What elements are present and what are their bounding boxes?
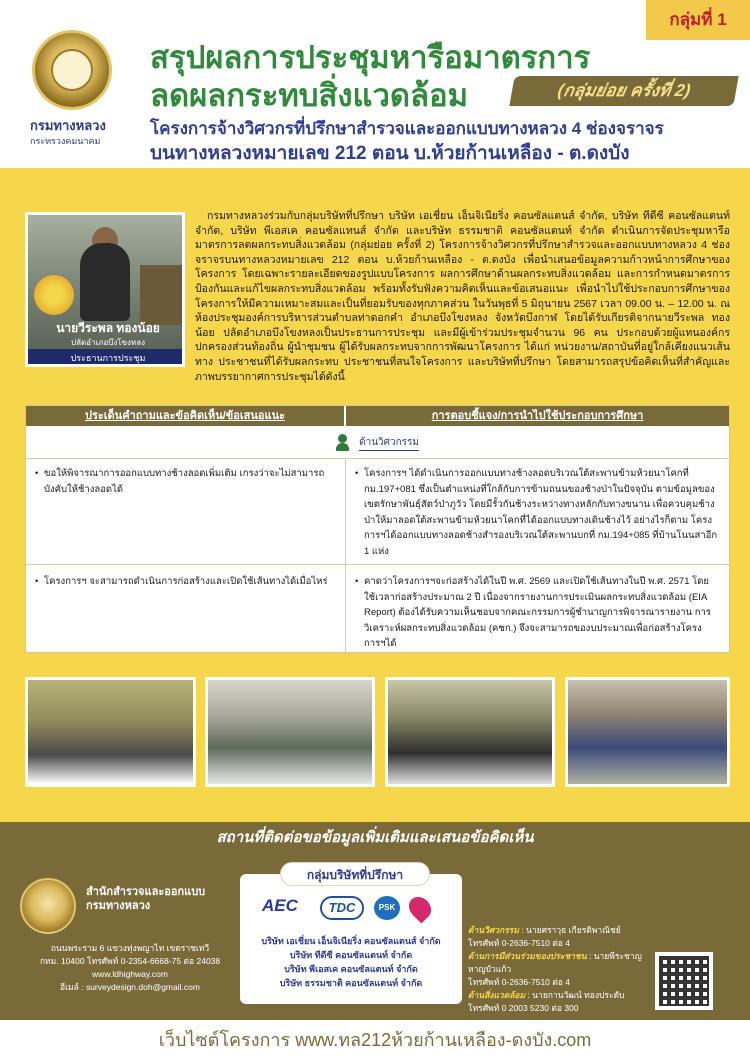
meeting-photo xyxy=(205,677,375,787)
table-cell-question: • โครงการฯ จะสามารถดำเนินการก่อสร้างและเปิดใช้เส้นทางได้เมื่อไหร่ xyxy=(34,574,334,590)
aec-logo-icon: AEC xyxy=(262,896,298,915)
address-block xyxy=(20,942,240,994)
intro-paragraph: กรมทางหลวงร่วมกับกลุ่มบริษัทที่ปรึกษา บริษัท เอเชี่ยน เอ็นจิเนียริ่ง คอนซัลแตนส์ จำกัด, บริษัท ทีดีซี คอนซัลแตนท์ จำกัด, บริษัท พีเอสเค คอนซัลแทนส์ จำกัด และบริษัท ธรรมชาติ คอนซัลแตนท์ จำกัด ดำเนินการจัดประชุมหารือมาตรการลดผลกระทบสิ่งแวดล้อม (กลุ่มย่อย ครั้งที่ 2) โครงการจ้างวิศวกรที่ปรึกษาสำรวจและออกแบบทางหลวง 4 ช่องจราจรบนทางหลวงหมายเลข 212 ตอน บ.ห้วยก้านเหลือง - ต.ดงบัง เพื่อนำเสนอข้อมูลความก้าวหน้าการศึกษาของโครงการ โดยเฉพาะรายละเอียดของรูปแบบโครงการ ผลการศึกษาด้านผลกระทบสิ่งแวดล้อม และการกำหนดมาตรการป้องกันและแก้ไขผลกระทบสิ่งแวดล้อม พร้อมทั้งรับฟังความคิดเห็นและข้อเสนอแนะ เพื่อนำไปใช้ประกอบการศึกษาของโครงการให้มีความเหมาะสมและเป็นที่ยอมรับของทุกภาคส่วน ในวันพุธที่ 5 มิถุนายน 2567 เวลา 09.00 น. – 12.00 น. ณ ห้องประชุมองค์การบริหารส่วนตำบลท่าดอกคำ อำเภอบึงโขงหลง จังหวัดบึงกาฬ โดยได้รับเกียรติจากนายวีระพล ทองน้อย ปลัดอำเภอบึงโขงหลงเป็นประธานการประชุม และมีผู้เข้าร่วมประชุมจำนวน 96 คน ประกอบด้วยผู้แทนองค์กรปกครองส่วนท้องถิ่น ผู้นำชุมชน ผู้ได้รับผลกระทบจากการพัฒนาโครงการ ได้แก่ หน่วยงาน/สถาบันที่อยู่ใกล้เคียงแนวเส้นทาง ประชาชนที่ได้รับผลกระทบ ประชาชนที่สนใจโครงการ และบริษัทที่ปรึกษา โดยสามารถสรุปข้อคิดเห็นที่สำคัญและภาพบรรยากาศการประชุมได้ดังนี้ xyxy=(195,210,730,383)
podium-image xyxy=(140,265,184,325)
consultant-title: กลุ่มบริษัทที่ปรึกษา xyxy=(280,862,430,886)
category-row xyxy=(26,426,729,458)
engineer-icon xyxy=(336,433,354,451)
psk-logo-icon: PSK xyxy=(374,896,400,920)
doh-logo-icon xyxy=(32,30,112,110)
row-divider xyxy=(26,458,729,459)
website-link[interactable]: www.ldhighway.com xyxy=(92,969,168,979)
chairman-photo xyxy=(25,212,185,367)
table-cell-answer: • โครงการฯ ได้ดำเนินการออกแบบทางช้างลอดบริเวณใต้สะพานข้ามห้วยนาโคกที่ กม.197+081 ซึ่งเป็นตำแหน่งที่ใกล้กับการข้ามถนนของช้างป่าในปัจจุบัน ตามข้อมูลของเขตรักษาพันธุ์สัตว์ป่าภูวัว โดยมีรั้วกันช้างระหว่างทางหลักกับทางขนาน เพื่อควบคุมช้างป่าให้มาลอดใต้สะพานข้ามห้วยนาโคกที่ได้ออกแบบทางเดินช้างไว้ อย่างไรก็ตาม โครงการฯได้ออกแบบทางลอดช้างสำรองบริเวณใต้สะพานบกที่ กม.194+085 ที่บ้านโนนสาอีก 1 แห่ง xyxy=(354,466,720,559)
thammachat-logo-icon xyxy=(404,892,435,923)
contact-title: สถานที่ติดต่อขอข้อมูลเพิ่มเติมและเสนอข้อคิดเห็น xyxy=(0,822,750,854)
consultant-name: บริษัท เอเชี่ยน เอ็นจิเนียริ่ง คอนซัลแตนส์ จำกัด xyxy=(261,936,441,946)
contact-persons xyxy=(468,924,648,1015)
doh-logo-icon xyxy=(20,878,76,934)
email-link[interactable]: อีเมล์ : surveydesign.doh@gmail.com xyxy=(60,982,200,992)
contact-label: ด้านสิ่งแวดล้อม xyxy=(468,990,526,1000)
group-badge: กลุ่มที่ 1 xyxy=(646,0,750,40)
summary-table xyxy=(25,405,730,653)
contact-label: ด้านวิศวกรรม xyxy=(468,925,519,935)
table-header-right: การตอบชี้แจง/การนำไปใช้ประกอบการศึกษา xyxy=(346,406,729,426)
category-label: ด้านวิศวกรรม xyxy=(359,435,419,451)
subgroup-badge: (กลุ่มย่อย ครั้งที่ 2) xyxy=(509,76,738,106)
consultant-name: บริษัท ทีดีซี คอนซัลแตนท์ จำกัด xyxy=(289,950,413,960)
contact-label: ด้านการมีส่วนร่วมของประชาชน xyxy=(468,951,587,961)
meeting-photo xyxy=(25,677,196,787)
project-line2: บนทางหลวงหมายเลข 212 ตอน บ.ห้วยก้านเหลือง - ต.ดงบัง xyxy=(150,143,630,164)
meeting-photo xyxy=(385,677,555,787)
bureau-line2: กรมทางหลวง xyxy=(86,900,151,912)
consultant-logos xyxy=(254,896,450,926)
header xyxy=(0,0,750,168)
consultant-name: บริษัท พีเอสเค คอนซัลแตนท์ จำกัด xyxy=(284,964,418,974)
contact-person: : นายกานวัฒน์ ทองประดับ xyxy=(527,990,625,1000)
photo-name: นายวีระพล ทองน้อย xyxy=(56,321,160,335)
table-cell-question: • ขอให้พิจารณาการออกแบบทางช้างลอดเพิ่มเติม เกรงว่าจะไม่สามารถบังคับให้ช้างลอดได้ xyxy=(34,466,334,497)
contact-phone: โทรศัพท์ 0 2003 5230 ต่อ 300 xyxy=(468,1003,579,1013)
photo-caption: ประธานการประชุม xyxy=(28,349,185,367)
flowers-image xyxy=(34,275,74,315)
qr-code-icon[interactable] xyxy=(655,952,713,1010)
contact-person: : นายศราวุธ เกียรติพาณิชย์ xyxy=(521,925,621,935)
table-cell-answer: • คาดว่าโครงการฯจะก่อสร้างได้ในปี พ.ศ. 2569 และเปิดใช้เส้นทางในปี พ.ศ. 2571 โดยใช้เวลาก่อสร้างประมาณ 2 ปี เนื่องจากรายงานการประเมินผลกระทบสิ่งแวดล้อม (EIA Report) ต้องได้รับความเห็นชอบจากคณะกรรมการผู้ชำนาญการพิจารณารายงาน การวิเคราะห์ผลกระทบสิ่งแวดล้อม (คชก.) จึงจะสามารถของบประมาณเพื่อก่อสร้างโครงการฯได้ xyxy=(354,574,720,652)
footer xyxy=(0,854,750,1020)
consultant-card xyxy=(240,868,462,1004)
bureau-line1: สำนักสำรวจและออกแบบ xyxy=(86,886,206,898)
table-header-left: ประเด็นคำถามและข้อคิดเห็น/ข้อเสนอแนะ xyxy=(26,406,344,426)
photo-role: ปลัดอำเภอบึงโขงหลง xyxy=(70,338,146,347)
person-image xyxy=(80,243,130,321)
logo-sub: กระทรวงคมนาคม xyxy=(30,136,101,146)
contact-phone: โทรศัพท์ 0-2636-7510 ต่อ 4 xyxy=(468,977,570,987)
address-line: กทม. 10400 โทรศัพท์ 0-2354-6668-75 ต่อ 24038 xyxy=(39,956,221,966)
project-website[interactable]: เว็บไซต์โครงการ www.ทล212ห้วยก้านเหลือง-ดงบัง.com xyxy=(0,1020,750,1060)
title-line1: สรุปผลการประชุมหารือมาตรการ xyxy=(150,40,591,75)
project-line1: โครงการจ้างวิศวกรที่ปรึกษาสำรวจและออกแบบทางหลวง 4 ช่องจราจร xyxy=(150,119,664,138)
address-line: ถนนพระราม 6 แขวงทุ่งพญาไท เขตราชเทวี xyxy=(50,943,210,953)
column-divider xyxy=(345,458,346,652)
contact-person: : นายพีระชาญ หาญบัวแก้ว xyxy=(468,951,642,974)
tdc-logo-icon: TDC xyxy=(320,896,364,920)
row-divider xyxy=(26,564,729,565)
title-line2: ลดผลกระทบสิ่งแวดล้อม xyxy=(150,78,469,113)
consultant-name: บริษัท ธรรมชาติ คอนซัลแตนท์ จำกัด xyxy=(279,978,423,988)
meeting-photo xyxy=(565,677,730,787)
logo-name: กรมทางหลวง xyxy=(30,118,106,133)
consultant-names xyxy=(246,934,456,990)
contact-phone: โทรศัพท์ 0-2636-7510 ต่อ 4 xyxy=(468,938,570,948)
